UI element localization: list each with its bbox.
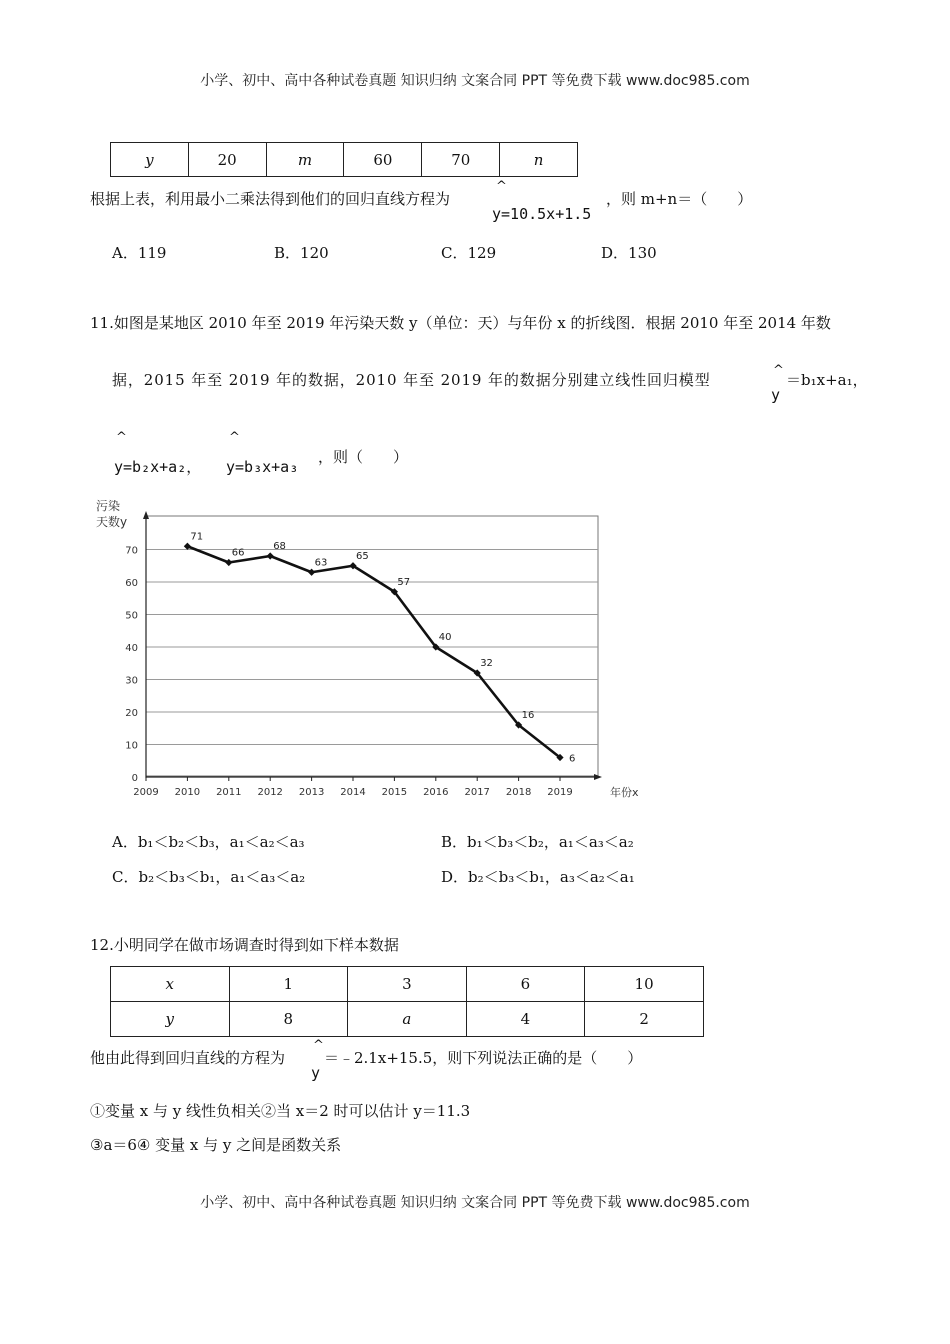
table-cell: 3 (348, 967, 467, 1002)
q10-equation: y=10.5x+1.5 (492, 205, 592, 223)
q12-data-table (110, 966, 704, 1037)
table-cell: 70 (422, 143, 500, 177)
table-cell: 60 (344, 143, 422, 177)
q12-statements-2: ③a＝6④ 变量 x 与 y 之间是函数关系 (90, 1136, 342, 1154)
q11-line-2: 据，2015 年至 2019 年的数据，2010 年至 2019 年的数据分别建立线性回归模型 (112, 371, 711, 389)
y-tick-label: 10 (125, 740, 138, 752)
hat-symbol: ^ (773, 363, 784, 378)
table-cell: x (111, 967, 230, 1002)
x-tick-label: 2019 (547, 787, 573, 798)
table-cell: y (111, 143, 189, 177)
model-1-y: y (771, 386, 781, 404)
q10-option-d: D．130 (601, 244, 657, 262)
x-axis-title: 年份x (610, 786, 639, 799)
hat-symbol: ^ (116, 430, 127, 445)
q12-question-tail: ＝﹣2.1x+15.5，则下列说法正确的是（ ） (324, 1049, 643, 1067)
data-label: 65 (356, 550, 369, 562)
q11-question-tail: ，则（ ） (318, 448, 409, 466)
x-tick-label: 2013 (298, 787, 325, 798)
data-label: 57 (397, 576, 411, 588)
x-tick-label: 2015 (381, 787, 408, 798)
model-3-equation: y=b₃x+a₃ (226, 458, 299, 476)
data-label: 32 (480, 658, 493, 669)
q12-hat-y: y (311, 1064, 321, 1082)
x-tick-label: 2009 (133, 787, 159, 798)
data-label: 68 (273, 541, 286, 552)
q10-option-a: A．119 (112, 244, 167, 262)
table-cell: 4 (466, 1002, 585, 1037)
y-axis-arrow (143, 511, 149, 519)
data-label: 71 (190, 531, 204, 543)
y-tick-label: 20 (125, 708, 138, 719)
q10-option-b: B．120 (274, 244, 329, 262)
q11-option-b: B．b₁＜b₃＜b₂，a₁＜a₃＜a₂ (441, 833, 634, 851)
q10-data-table (110, 142, 578, 177)
q12-title: 12.小明同学在做市场调查时得到如下样本数据 (90, 936, 399, 954)
x-tick-label: 2014 (340, 787, 366, 798)
table-cell: y (111, 1002, 230, 1037)
hat-symbol: ^ (496, 179, 507, 194)
table-cell: 20 (188, 143, 266, 177)
table-cell: 2 (585, 1002, 704, 1037)
y-axis-title-line2: 天数y (96, 515, 128, 529)
q12-statements-1: ①变量 x 与 y 线性负相关②当 x＝2 时可以估计 y＝11.3 (90, 1102, 471, 1120)
model-2-equation: y=b₂x+a₂， (114, 458, 202, 476)
data-label: 6 (569, 753, 576, 765)
hat-symbol: ^ (313, 1038, 324, 1053)
table-cell: 1 (229, 967, 348, 1002)
page-header: 小学、初中、高中各种试卷真题 知识归纳 文案合同 PPT 等免费下载 www.doc985.com (200, 73, 750, 89)
x-tick-label: 2010 (174, 787, 201, 798)
plot-frame (146, 516, 598, 776)
table-cell: 6 (466, 967, 585, 1002)
q12-question-text: 他由此得到回归直线的方程为 (90, 1049, 286, 1067)
q11-option-c: C．b₂＜b₃＜b₁，a₁＜a₃＜a₂ (112, 868, 306, 886)
x-tick-label: 2016 (423, 787, 449, 798)
table-cell: 10 (585, 967, 704, 1002)
data-label: 63 (314, 557, 328, 569)
table-cell: m (266, 143, 344, 177)
x-tick-label: 2017 (464, 787, 490, 798)
data-label: 66 (231, 547, 245, 559)
y-tick-label: 70 (125, 545, 138, 557)
y-tick-label: 40 (125, 643, 138, 654)
y-tick-label: 50 (125, 610, 138, 622)
q10-question-tail: ，则 m+n＝（ ） (606, 190, 753, 208)
table-cell: n (500, 143, 578, 177)
q11-option-a: A．b₁＜b₂＜b₃，a₁＜a₂＜a₃ (112, 833, 305, 851)
q11-option-d: D．b₂＜b₃＜b₁，a₃＜a₂＜a₁ (441, 868, 635, 886)
model-1-equation: ＝b₁x+a₁， (786, 371, 868, 389)
q10-option-c: C．129 (441, 244, 497, 262)
page-footer: 小学、初中、高中各种试卷真题 知识归纳 文案合同 PPT 等免费下载 www.doc985.com (200, 1195, 750, 1211)
y-axis-title-line1: 污染 (96, 499, 121, 513)
q11-line-1: 11.如图是某地区 2010 年至 2019 年污染天数 y（单位：天）与年份 x 的折线图．根据 2010 年至 2014 年数 (90, 314, 831, 332)
data-label: 40 (438, 632, 452, 643)
table-cell: a (348, 1002, 467, 1037)
y-tick-label: 60 (125, 578, 138, 589)
x-tick-label: 2011 (216, 787, 242, 798)
table-cell: 8 (229, 1002, 348, 1037)
x-tick-label: 2018 (505, 787, 532, 798)
y-tick-label: 0 (131, 773, 138, 784)
data-label: 16 (521, 710, 535, 721)
y-tick-label: 30 (125, 675, 138, 687)
x-tick-label: 2012 (257, 787, 283, 798)
pollution-days-line-chart (90, 495, 640, 805)
q10-question-text: 根据上表，利用最小二乘法得到他们的回归直线方程为 (90, 190, 451, 208)
hat-symbol: ^ (229, 430, 240, 445)
